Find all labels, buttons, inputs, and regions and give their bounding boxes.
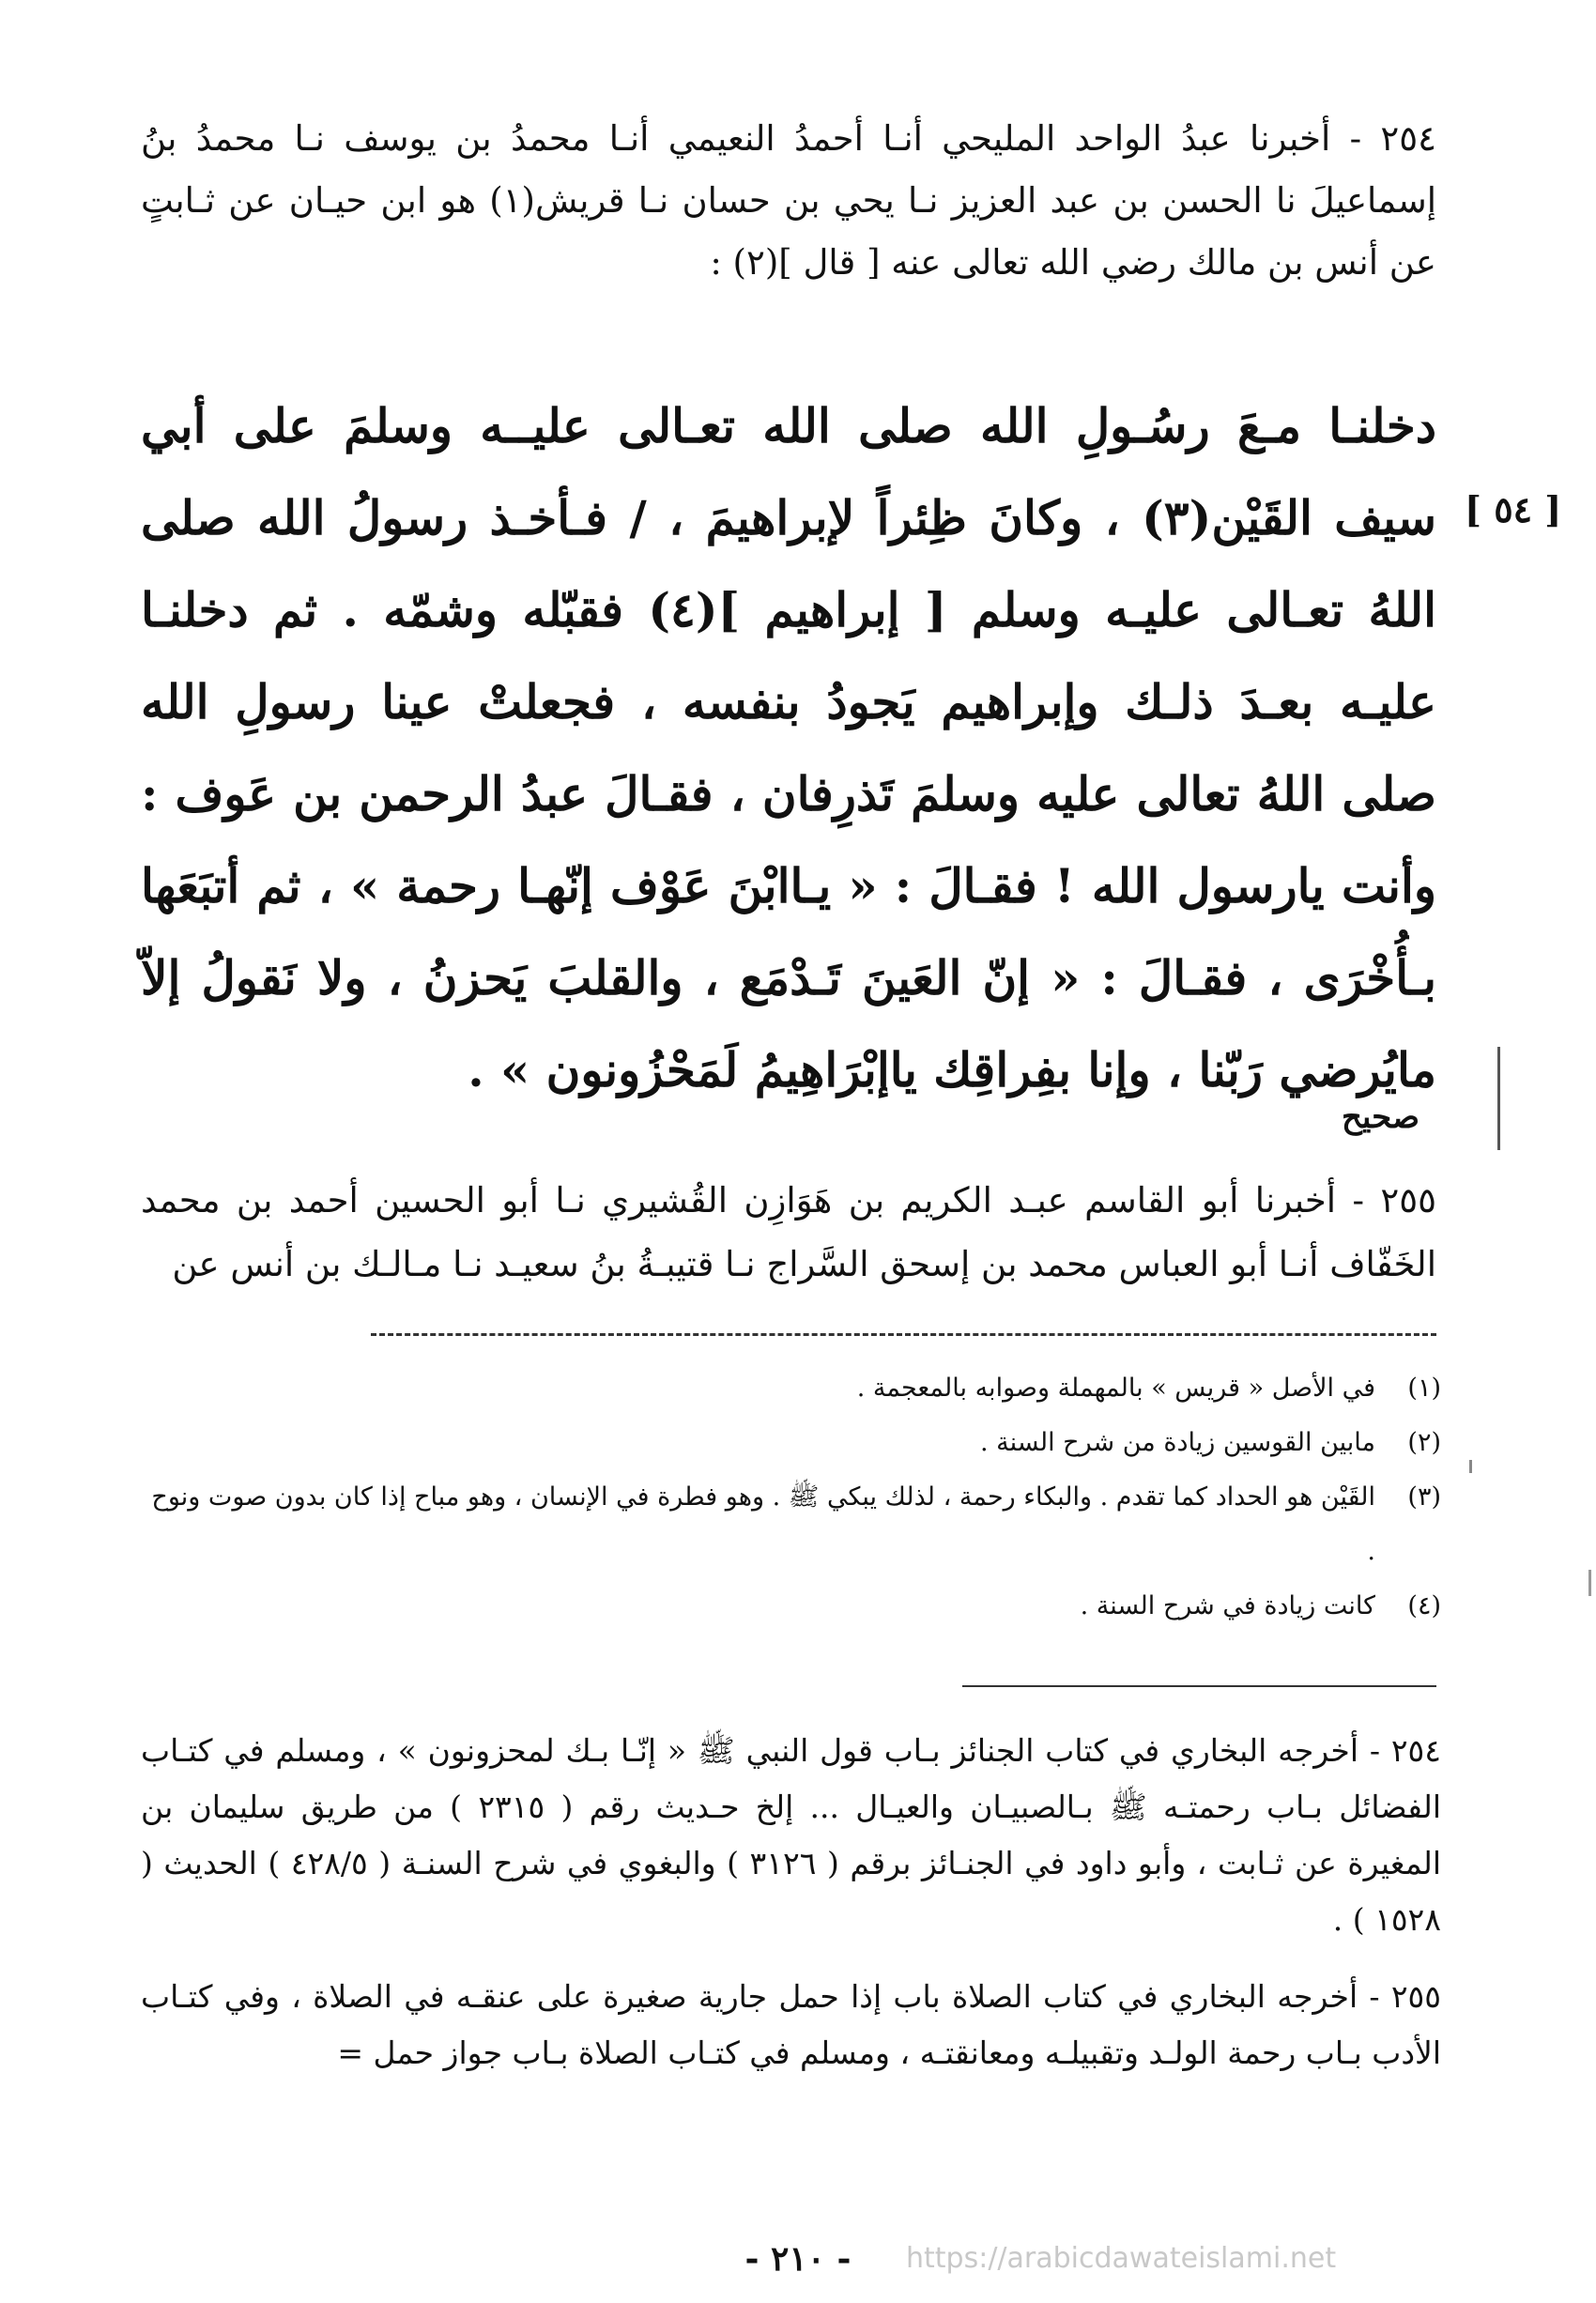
takhrij-separator: [962, 1685, 1436, 1687]
footnote: [141, 1361, 1441, 1416]
hadith-254-isnad: ٢٥٤ - أخبرنا عبدُ الواحد المليحي أنـا أحمدُ النعيمي أنـا محمدُ بن يوسف نـا محمدُ بنُ إسماعيلَ نا الحسن بن عبد العزيز نـا يحي بن حسان نـا قريش(١) هو ابن حيـان عن ثـابتٍ عن أنس بن مالك رضي الله تعالى عنه [ قال ](٢) :: [141, 118, 1436, 283]
footnote-text: في الأصل « قريس » بالمهملة وصوابه بالمعجمة .: [856, 1374, 1375, 1403]
watermark-url: https://arabicdawateislami.net: [906, 2242, 1337, 2275]
takhrij-254: ٢٥٤ - أخرجه البخاري في كتاب الجنائز بـاب قول النبي ﷺ « إنّـا بـك لمحزونون » ، ومسلم في كتـاب الفضائل بـاب رحمتـه ﷺ بـالصبيـان والعيـال ... إلخ حـديث رقم ( ٢٣١٥ ) من طريق سليمان بن المغيرة عن ثـابت ، وأبو داود في الجنـائز برقم ( ٣١٢٦ ) والبغوي في شرح السنـة ( ٤٢٨/٥ ) الحديث ( ١٥٢٨ ) .: [141, 1732, 1442, 1938]
scan-artifact: [1469, 1460, 1472, 1473]
footnote-text: كانت زيادة في شرح السنة .: [1080, 1591, 1375, 1620]
page-number: - ٢١٠ -: [744, 2239, 852, 2279]
footnote-number: (٣): [1407, 1482, 1441, 1512]
footnote-number: (٢): [1407, 1428, 1441, 1457]
takhrij-section: [141, 1723, 1441, 2102]
footnote-text: القَيْن هو الحداد كما تقدم . والبكاء رحمة ، لذلك يبكي ﷺ . وهو فطرة في الإنسان ، وهو مباح إذا كان بدون صوت ونوح .: [151, 1482, 1375, 1566]
scan-artifact: [1497, 1047, 1500, 1150]
hadith-254-text: دخلنـا مـعَ رسُـولِ الله صلى الله تعـالى عليــه وسلمَ على أبي سيف القَيْن(٣) ، وكانَ ظِئراً لإبراهيمَ ، / فـأخـذ رسولُ الله صلى اللهُ تعـالى عليـه وسلم [ إبراهيم ](٤) فقبّله وشمّه . ثم دخلنـا عليـه بعـدَ ذلـك وإبراهيم يَجودُ بنفسه ، فجعلتْ عينا رسولِ الله صلى اللهُ تعالى عليه وسلمَ تَذرِفان ، فقـالَ عبدُ الرحمن بن عَوف : وأنت يارسول الله ! فقـالَ : « يـاابْنَ عَوْف إنّهـا رحمة » ، ثم أتبَعَها بـأُخْرَى ، فقـالَ : « إنّ العَينَ تَـدْمَع ، والقلبَ يَحزنُ ، ولا نَقولُ إلاّ مايُرضي رَبّنا ، وإنا بفِراقِك ياإبْرَاهِيمُ لَمَحْزُونون » .: [141, 398, 1437, 1098]
takhrij-255: ٢٥٥ - أخرجه البخاري في كتاب الصلاة باب إذا حمل جارية صغيرة على عنقـه في الصلاة ، وفي كتـاب الأدب بـاب رحمة الولـد وتقبيلـه ومعانقتـه ، ومسلم في كتـاب الصلاة بـاب جواز حمل =: [141, 1978, 1441, 2071]
hadith-255-isnad: ٢٥٥ - أخبرنا أبو القاسم عبـد الكريم بن هَوَازِن القُشيري نـا أبو الحسين أحمد بن محمد الخَفّاف أنـا أبو العباس محمد بن إسحق السَّراج نـا قتيبـةُ بنُ سعيـد نـا مـالـك بن أنس عن: [141, 1180, 1436, 1284]
footnote-text: مابين القوسين زيادة من شرح السنة .: [980, 1428, 1375, 1457]
margin-page-reference: [ ٥٤ ]: [1465, 488, 1562, 530]
hadith-grade: صحيح: [1341, 1098, 1420, 1136]
footnote: [141, 1470, 1441, 1579]
footnote-number: (١): [1407, 1374, 1441, 1403]
footnotes: [141, 1361, 1441, 1634]
footnote: [141, 1579, 1441, 1634]
scan-artifact: [1588, 1570, 1591, 1596]
footnote-separator: [371, 1333, 1436, 1336]
footnote: [141, 1416, 1441, 1470]
footnote-number: (٤): [1407, 1591, 1441, 1620]
